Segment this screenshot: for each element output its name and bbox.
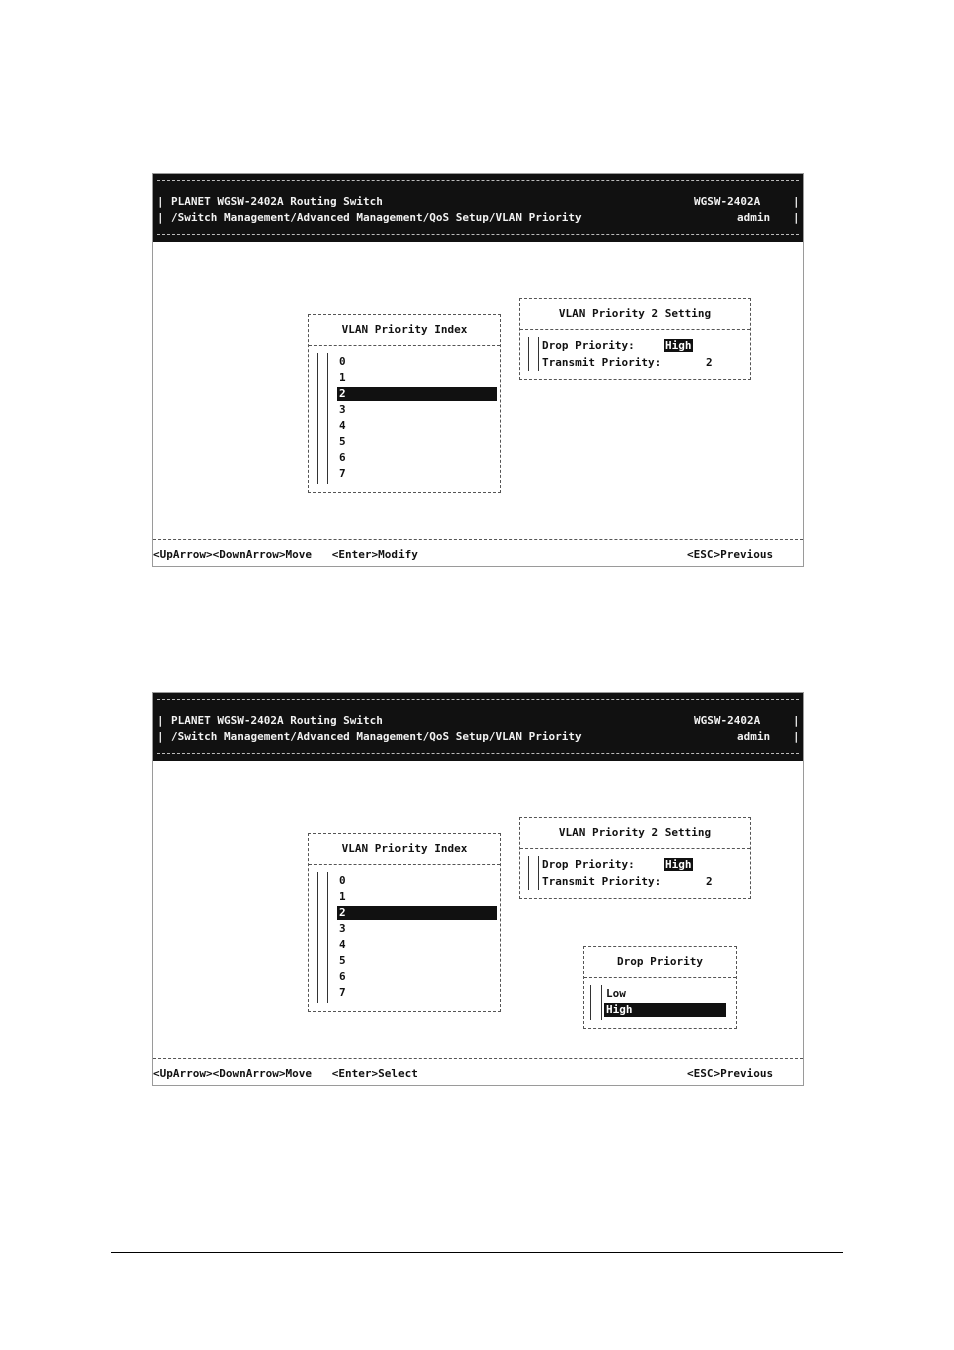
header-pipe: | [157,195,164,208]
header-model: WGSW-2402A [694,195,761,208]
header-title: PLANET WGSW-2402A Routing Switch [171,195,383,208]
transmit-priority-label: Transmit Priority: [542,875,662,888]
popup-title: Drop Priority [616,955,704,968]
index-box-title: VLAN Priority Index [341,842,468,855]
list-item-priority-0[interactable]: 0 [339,874,346,887]
list-item-priority-2-selected[interactable]: 2 [337,387,497,401]
list-item-priority-0[interactable]: 0 [339,355,346,368]
header-user: admin [737,211,771,224]
header-path: /Switch Management/Advanced Management/QoS Setup/VLAN Priority [171,211,582,224]
vlan-priority-setting-box [519,298,751,380]
list-item-priority-5[interactable]: 5 [339,435,346,448]
list-item-priority-5[interactable]: 5 [339,954,346,967]
popup-option-low[interactable]: Low [606,987,626,1000]
header-bar: | PLANET WGSW-2402A Routing Switch WGSW-2402A | | /Switch Management/Advanced Management/QoS Setup/VLAN Priority admin | [153,174,803,242]
header-bar: | PLANET WGSW-2402A Routing Switch WGSW-2402A | | /Switch Management/Advanced Management/QoS Setup/VLAN Priority admin | [153,693,803,761]
list-item-priority-6[interactable]: 6 [339,451,346,464]
header-path: /Switch Management/Advanced Management/QoS Setup/VLAN Priority [171,730,582,743]
popup-option-high-selected[interactable]: High [604,1003,726,1017]
list-item-priority-1[interactable]: 1 [339,890,346,903]
drop-priority-label: Drop Priority: [542,858,635,871]
header-title: PLANET WGSW-2402A Routing Switch [171,714,383,727]
list-item-priority-3[interactable]: 3 [339,922,346,935]
drop-priority-field[interactable]: High [665,858,692,871]
list-item-priority-6[interactable]: 6 [339,970,346,983]
setting-box-title: VLAN Priority 2 Setting [558,826,712,839]
header-model: WGSW-2402A [694,714,761,727]
drop-priority-label: Drop Priority: [542,339,635,352]
vlan-priority-index-box [308,314,501,493]
transmit-priority-label: Transmit Priority: [542,356,662,369]
page-footer-rule [111,1252,843,1253]
list-item-priority-7[interactable]: 7 [339,986,346,999]
list-item-priority-3[interactable]: 3 [339,403,346,416]
vlan-priority-setting-box [519,817,751,899]
setting-box-title: VLAN Priority 2 Setting [558,307,712,320]
terminal-screen-1 [152,173,804,567]
list-item-priority-2-selected[interactable]: 2 [337,906,497,920]
transmit-priority-field[interactable]: 2 [706,356,713,369]
vlan-priority-index-box [308,833,501,1012]
list-item-priority-4[interactable]: 4 [339,938,346,951]
drop-priority-field[interactable]: High [665,339,692,352]
header-user: admin [737,730,771,743]
footer-key-help: <UpArrow><DownArrow>Move <Enter>Select [153,1067,418,1080]
list-item-priority-4[interactable]: 4 [339,419,346,432]
footer-esc-previous[interactable]: <ESC>Previous [687,548,774,561]
list-item-priority-1[interactable]: 1 [339,371,346,384]
footer-esc-previous[interactable]: <ESC>Previous [687,1067,774,1080]
list-item-priority-7[interactable]: 7 [339,467,346,480]
footer-key-help: <UpArrow><DownArrow>Move <Enter>Modify [153,548,418,561]
drop-priority-popup [583,946,737,1029]
index-box-title: VLAN Priority Index [341,323,468,336]
terminal-screen-2 [152,692,804,1086]
transmit-priority-field[interactable]: 2 [706,875,713,888]
